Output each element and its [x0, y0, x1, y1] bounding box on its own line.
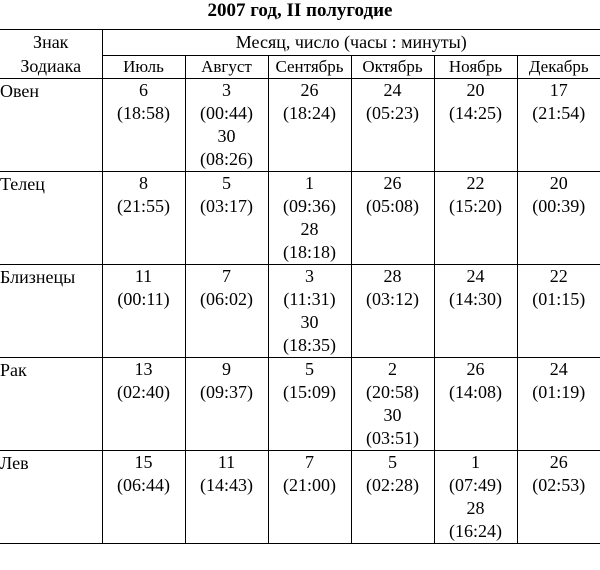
date-cell: [517, 451, 600, 544]
date-cell: [351, 265, 434, 358]
day-value: 24: [549, 359, 568, 379]
date-cell: [434, 358, 517, 451]
day-value: 11: [134, 266, 153, 286]
day-value: 13: [134, 359, 153, 379]
day-value: 9: [222, 359, 231, 379]
day-value: 5: [305, 359, 314, 379]
time-value: (00:11): [117, 289, 170, 309]
date-cell: [102, 358, 185, 451]
date-cell: [351, 79, 434, 172]
time-value: (15:09): [283, 382, 336, 402]
time-value: (18:24): [283, 103, 336, 123]
day-value: 15: [134, 452, 153, 472]
date-cell: [185, 265, 268, 358]
day-value: 26: [549, 452, 568, 472]
table-row: [0, 451, 600, 544]
time-value: (15:20): [449, 196, 502, 216]
date-cell: [268, 79, 351, 172]
date-cell: [351, 172, 434, 265]
table-row: [0, 265, 600, 358]
month-header-december: Декабрь: [517, 55, 600, 78]
date-cell: [517, 358, 600, 451]
day-value: 8: [139, 173, 148, 193]
sign-column-header: [0, 30, 102, 79]
time-value: (14:30): [449, 289, 502, 309]
day-value: 28: [300, 219, 319, 239]
day-value: 30: [300, 312, 319, 332]
time-value: (05:23): [366, 103, 419, 123]
day-value: 24: [383, 80, 402, 100]
day-value: 22: [466, 173, 485, 193]
date-cell: [268, 358, 351, 451]
time-value: (05:08): [366, 196, 419, 216]
time-value: (01:15): [532, 289, 586, 309]
date-cell: [185, 358, 268, 451]
sign-header-line-2: Зодиака: [20, 56, 82, 76]
time-value: (21:55): [117, 196, 170, 216]
zodiac-sign-cell: Рак: [0, 358, 102, 451]
date-cell: [185, 79, 268, 172]
day-value: 17: [549, 80, 568, 100]
day-value: 28: [466, 498, 485, 518]
date-cell: [102, 172, 185, 265]
zodiac-table: [0, 29, 600, 544]
date-cell: [102, 451, 185, 544]
time-value: (14:25): [449, 103, 502, 123]
table-row: [0, 79, 600, 172]
day-value: 30: [383, 405, 402, 425]
day-value: 26: [466, 359, 485, 379]
date-cell: [517, 172, 600, 265]
time-value: (03:17): [200, 196, 253, 216]
month-header-july: Июль: [102, 55, 185, 78]
zodiac-sign-cell: Лев: [0, 451, 102, 544]
date-cell: [268, 265, 351, 358]
time-value: (00:39): [532, 196, 586, 216]
day-value: 5: [388, 452, 397, 472]
month-header-august: Август: [185, 55, 268, 78]
table-row: [0, 172, 600, 265]
time-value: (20:58): [366, 382, 419, 402]
zodiac-sign-cell: Телец: [0, 172, 102, 265]
time-value: (18:35): [283, 335, 336, 355]
date-cell: [434, 265, 517, 358]
date-cell: [434, 79, 517, 172]
sign-header-line-1: Знак: [33, 32, 69, 52]
time-value: (16:24): [449, 521, 502, 541]
date-cell: [185, 451, 268, 544]
time-value: (21:54): [532, 103, 586, 123]
month-header-october: Октябрь: [351, 55, 434, 78]
date-cell: [351, 451, 434, 544]
time-value: (02:28): [366, 475, 419, 495]
date-cell: [517, 79, 600, 172]
time-value: (21:00): [283, 475, 336, 495]
day-value: 6: [139, 80, 148, 100]
month-group-header: Месяц, число (часы : минуты): [102, 30, 600, 56]
date-cell: [268, 172, 351, 265]
day-value: 30: [217, 126, 236, 146]
time-value: (02:53): [532, 475, 586, 495]
time-value: (09:37): [200, 382, 253, 402]
date-cell: [517, 265, 600, 358]
time-value: (02:40): [117, 382, 170, 402]
table-body: [0, 79, 600, 544]
day-value: 20: [549, 173, 568, 193]
table-row: [0, 358, 600, 451]
time-value: (07:49): [449, 475, 502, 495]
day-value: 1: [471, 452, 480, 472]
day-value: 7: [222, 266, 231, 286]
time-value: (18:58): [117, 103, 170, 123]
date-cell: [351, 358, 434, 451]
date-cell: [185, 172, 268, 265]
day-value: 24: [466, 266, 485, 286]
day-value: 2: [388, 359, 397, 379]
day-value: 3: [222, 80, 231, 100]
day-value: 11: [217, 452, 236, 472]
table-header: [0, 30, 600, 79]
date-cell: [434, 172, 517, 265]
page-title: 2007 год, II полугодие: [207, 0, 393, 21]
zodiac-sign-cell: Близнецы: [0, 265, 102, 358]
time-value: (06:44): [117, 475, 170, 495]
day-value: 1: [305, 173, 314, 193]
time-value: (03:12): [366, 289, 419, 309]
time-value: (14:08): [449, 382, 502, 402]
time-value: (14:43): [200, 475, 253, 495]
day-value: 28: [383, 266, 402, 286]
date-cell: [434, 451, 517, 544]
day-value: 7: [305, 452, 314, 472]
time-value: (00:44): [200, 103, 253, 123]
month-header-september: Сентябрь: [268, 55, 351, 78]
date-cell: [268, 451, 351, 544]
day-value: 20: [466, 80, 485, 100]
day-value: 5: [222, 173, 231, 193]
day-value: 26: [300, 80, 319, 100]
date-cell: [102, 79, 185, 172]
time-value: (03:51): [366, 428, 419, 448]
day-value: 3: [305, 266, 314, 286]
time-value: (08:26): [200, 149, 253, 169]
date-cell: [102, 265, 185, 358]
time-value: (01:19): [532, 382, 586, 402]
month-header-november: Ноябрь: [434, 55, 517, 78]
day-value: 26: [383, 173, 402, 193]
time-value: (11:31): [283, 289, 336, 309]
time-value: (18:18): [283, 242, 336, 262]
day-value: 22: [549, 266, 568, 286]
time-value: (06:02): [200, 289, 253, 309]
time-value: (09:36): [283, 196, 336, 216]
zodiac-sign-cell: Овен: [0, 79, 102, 172]
